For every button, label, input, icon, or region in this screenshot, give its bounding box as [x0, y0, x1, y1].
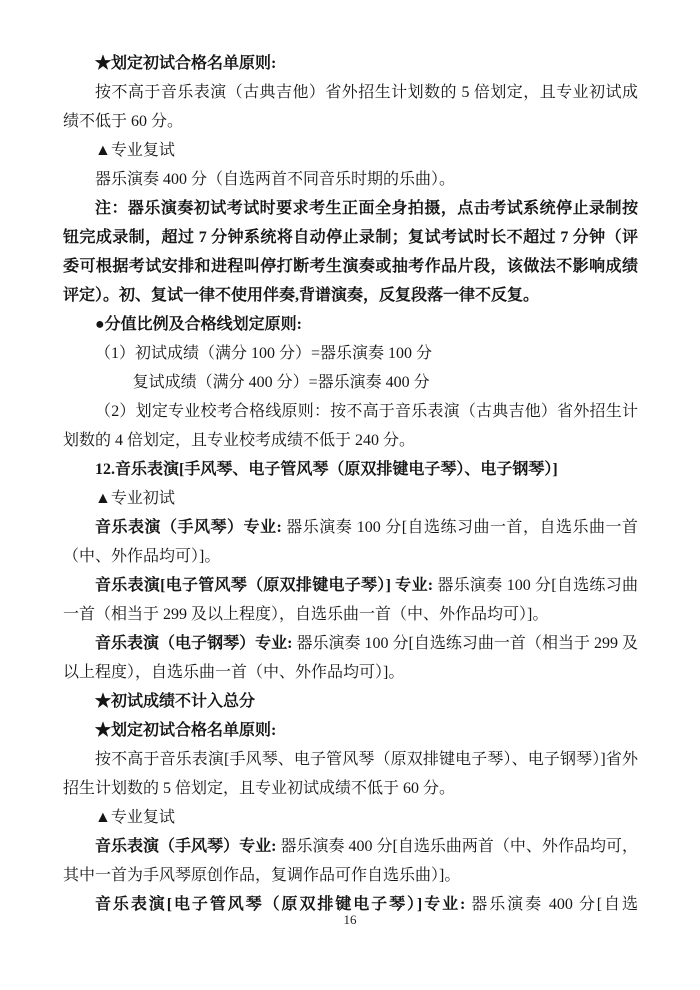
text-run: 器乐演奏 100 分[自选练习曲一首（相当于 299 及以上程度），自选乐曲一首（中、外作品均可）]。	[63, 635, 638, 681]
para-electronic-organ-initial	[63, 571, 638, 629]
text-run-bold: 音乐表演（手风琴）专业:	[95, 519, 282, 536]
heading-professional-initial-test	[63, 484, 638, 513]
para-12-shortlist-detail	[63, 745, 638, 803]
para-item2-passline-rule	[63, 397, 638, 455]
text-run-bold: ●分值比例及合格线划定原则:	[95, 316, 302, 333]
text-run: 按不高于音乐表演[手风琴、电子管风琴（原双排键电子琴）、电子钢琴）]省外招生计划数的 5 倍划定，且专业初试成绩不低于 60 分。	[63, 751, 638, 797]
heading-professional-retest-12	[63, 803, 638, 832]
heading-initial-score-not-counted	[63, 687, 638, 716]
text-run-bold: ★初试成绩不计入总分	[95, 693, 256, 710]
para-accordion-initial	[63, 513, 638, 571]
heading-section-12-music-performance	[63, 455, 638, 484]
text-run: 复试成绩（满分 400 分）=器乐演奏 400 分	[132, 374, 430, 391]
para-note-recording-rules	[63, 194, 638, 310]
para-item1-retest-score	[63, 368, 638, 397]
text-run-bold: 注：器乐演奏初试考试时要求考生正面全身拍摄，点击考试系统停止录制按钮完成录制，超过 7 分钟系统将自动停止录制；复试考试时长不超过 7 分钟（评委可根据考试安排和进程叫停打断考生演奏或抽考作品片段，该做法不影响成绩评定）。初、复试一律不使用伴奏,背谱演奏，反复段落一律不反复。	[63, 200, 638, 304]
para-accordion-retest	[63, 832, 638, 890]
para-electronic-piano-initial	[63, 629, 638, 687]
text-run-bold: ★划定初试合格名单原则:	[95, 722, 277, 739]
text-run-bold: ★划定初试合格名单原则:	[95, 55, 277, 72]
text-run: ▲专业初试	[95, 490, 175, 507]
text-run-bold: 音乐表演（手风琴）专业:	[95, 838, 277, 855]
text-run: 器乐演奏 400 分[自选	[465, 896, 638, 913]
text-run-bold: 音乐表演[电子管风琴（原双排键电子琴）] 专业:	[95, 577, 434, 594]
page-number: 16	[343, 912, 357, 927]
text-run: （2）划定专业校考合格线原则：按不高于音乐表演（古典吉他）省外招生计划数的 4 倍划定，且专业校考成绩不低于 240 分。	[63, 403, 638, 449]
para-item1-initial-score	[63, 339, 638, 368]
text-run: 按不高于音乐表演（古典吉他）省外招生计划数的 5 倍划定，且专业初试成绩不低于 60 分。	[63, 84, 638, 130]
text-run: 器乐演奏 400 分（自选两首不同音乐时期的乐曲）。	[95, 171, 456, 188]
text-run-bold: 音乐表演（电子钢琴）专业:	[95, 635, 293, 652]
text-run: ▲专业复试	[95, 809, 175, 826]
text-run: ▲专业复试	[95, 142, 175, 159]
text-run-bold: 12.音乐表演[手风琴、电子管风琴（原双排键电子琴）、电子钢琴）]	[95, 461, 558, 478]
text-run: 器乐演奏 100 分[自选练习曲一首，自选乐曲一首（中、外作品均可）]。	[63, 519, 638, 565]
text-run: 器乐演奏 100 分[自选练习曲一首（相当于 299 及以上程度），自选乐曲一首（中、外作品均可）]。	[63, 577, 638, 623]
heading-professional-retest-guitar	[63, 136, 638, 165]
document-body	[63, 49, 638, 919]
text-run-bold: 音乐表演[电子管风琴（原双排键电子琴）]专业:	[95, 896, 466, 913]
heading-initial-shortlist-rule-guitar	[63, 49, 638, 78]
text-run: （1）初试成绩（满分 100 分）=器乐演奏 100 分	[95, 345, 433, 362]
para-guitar-shortlist-detail	[63, 78, 638, 136]
heading-score-ratio-rule	[63, 310, 638, 339]
heading-initial-shortlist-rule-12	[63, 716, 638, 745]
text-run: 器乐演奏 400 分[自选乐曲两首（中、外作品均可，其中一首为手风琴原创作品，复调作品可作自选乐曲）]。	[63, 838, 638, 884]
para-guitar-retest-detail	[63, 165, 638, 194]
